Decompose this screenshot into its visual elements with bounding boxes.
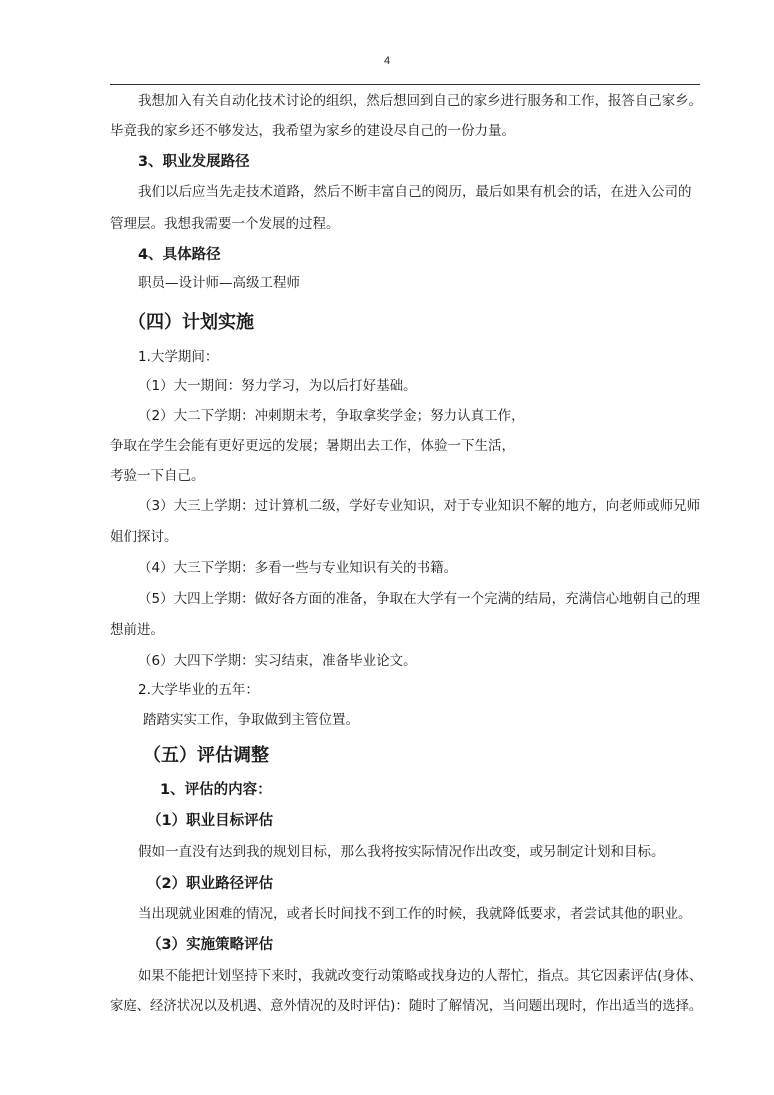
paragraph-line: 我们以后应当先走技术道路，然后不断丰富自己的阅历，最后如果有机会的话，在进入公司的 xyxy=(138,184,692,200)
paragraph-line: 我想加入有关自动化技术讨论的组织，然后想回到自己的家乡进行服务和工作，报答自己家乡。 xyxy=(138,93,702,109)
paragraph-line: 当出现就业困难的情况，或者长时间找不到工作的时候，我就降低要求，者尝试其他的职业。 xyxy=(138,906,692,922)
section-heading: 1、评估的内容： xyxy=(160,782,272,798)
list-heading: 1.大学期间： xyxy=(138,349,219,365)
list-item-continuation: 想前进。 xyxy=(110,622,164,638)
page-number: 4 xyxy=(383,55,391,67)
list-item: （6）大四下学期：实习结束，准备毕业论文。 xyxy=(138,653,417,669)
section-heading: 3、职业发展路径 xyxy=(138,154,250,170)
paragraph-line: 管理层。我想我需要一个发展的过程。 xyxy=(110,216,340,232)
paragraph-line: 假如一直没有达到我的规划目标，那么我将按实际情况作出改变，或另制定计划和目标。 xyxy=(138,844,665,860)
list-item: （2）大二下学期：冲刺期末考，争取拿奖学金；努力认真工作， xyxy=(138,408,525,424)
paragraph-line: 职员—设计师—高级工程师 xyxy=(138,275,300,291)
paragraph-line: 毕竟我的家乡还不够发达，我希望为家乡的建设尽自己的一份力量。 xyxy=(110,123,515,139)
paragraph-line: 踏踏实实工作，争取做到主管位置。 xyxy=(143,712,359,728)
list-item-continuation: 姐们探讨。 xyxy=(110,529,178,545)
chapter-heading: （四）计划实施 xyxy=(128,312,254,333)
subsection-heading: （3）实施策略评估 xyxy=(147,937,274,953)
list-item: （5）大四上学期：做好各方面的准备，争取在大学有一个完满的结局，充满信心地朝自己的理 xyxy=(138,591,701,607)
list-heading: 2.大学毕业的五年： xyxy=(138,682,259,698)
list-item-continuation: 考验一下自己。 xyxy=(110,468,205,484)
paragraph-line: 家庭、经济状况以及机遇、意外情况的及时评估)：随时了解情况，当问题出现时，作出适当的选择。 xyxy=(110,998,703,1014)
paragraph-line: 如果不能把计划坚持下来时，我就改变行动策略或找身边的人帮忙，指点。其它因素评估(身体、 xyxy=(138,968,703,984)
subsection-heading: （2）职业路径评估 xyxy=(147,876,274,892)
header-divider xyxy=(110,84,700,85)
list-item: （3）大三上学期：过计算机二级，学好专业知识，对于专业知识不解的地方，向老师或师兄师 xyxy=(138,498,701,514)
section-heading: 4、具体路径 xyxy=(138,247,221,263)
list-item-continuation: 争取在学生会能有更好更远的发展；暑期出去工作，体验一下生活， xyxy=(110,438,515,454)
chapter-heading: （五）评估调整 xyxy=(143,745,269,766)
list-item: （1）大一期间：努力学习，为以后打好基础。 xyxy=(138,378,417,394)
list-item: （4）大三下学期：多看一些与专业知识有关的书籍。 xyxy=(138,560,458,576)
subsection-heading: （1）职业目标评估 xyxy=(147,813,274,829)
